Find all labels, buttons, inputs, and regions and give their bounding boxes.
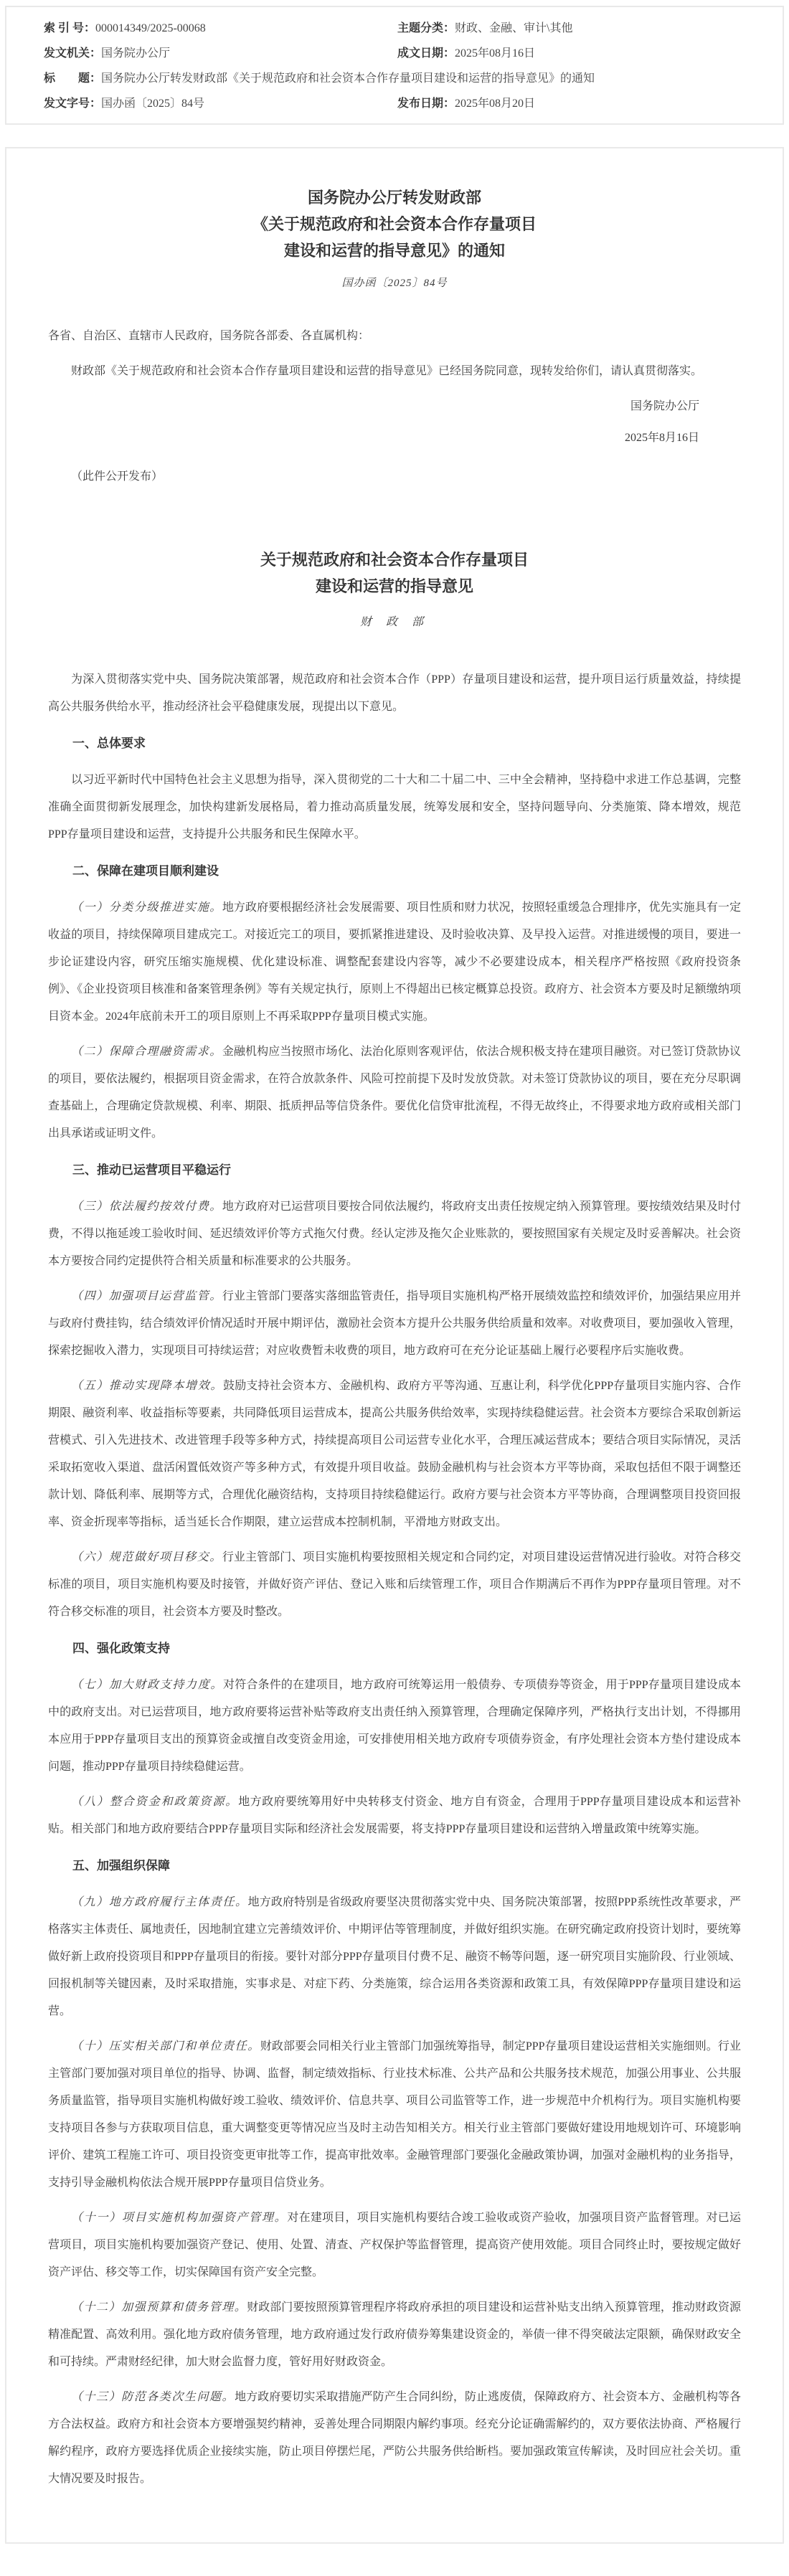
item-lead-13: （十三）防范各类次生问题。 <box>71 2391 235 2403</box>
item-text-10: 财政部要会同相关行业主管部门加强统筹指导，制定PPP存量项目建设运营相关实施细则。行业主管部门要加强对项目单位的指导、协调、监督，制定绩效指标、行业技术标准、公共产品和公共服务技术规范，加强公用事业、公共服务质量监管，指导项目实施机构做好竣工验收、绩效评价、信息共享、项目公司监管等工作，进一步规范中介机构行为。项目实施机构要支持项目各参与方获取项目信息，重大调整变更等情况应当及时主动告知相关方。相关行业主管部门要做好建设用地规划许可、环境影响评价、建筑工程施工许可、项目投资变更审批等工作，提高审批效率。金融管理部门要强化金融政策协调，加强对金融机构的业务指导，支持引导金融机构依法合规开展PPP存量项目信贷业务。 <box>48 2040 741 2189</box>
item-lead-1: （一）分类分级推进实施。 <box>71 901 222 914</box>
item-lead-12: （十二）加强预算和债务管理。 <box>71 2301 247 2314</box>
meta-row-agency <box>6 41 783 66</box>
section-heading-3: 三、推动已运营项目平稳运行 <box>72 1163 231 1177</box>
opinion-title <box>48 546 741 600</box>
item-text-8: 地方政府要统筹用好中央转移支付资金、地方自有资金，合理用于PPP存量项目建设成本和运营补贴。相关部门和地方政府要结合PPP存量项目实际和经济社会发展需要，将支持PPP存量项目建设和运营纳入增量政策中统筹实施。 <box>48 1796 741 1835</box>
notice-doc-number: 国办函〔2025〕84号 <box>341 278 448 289</box>
item-paragraph-3 <box>48 1193 741 1275</box>
notice-title-line1: 国务院办公厅转发财政部 <box>307 189 481 207</box>
item-text-4: 行业主管部门要落实落细监管责任，指导项目实施机构严格开展绩效监控和绩效评价，加强结果应用并与政府付费挂钩，结合绩效评价情况适时开展中期评估，激励社会资本方提升公共服务供给质量和效率。对收费项目，要加强收入管理，探索挖掘收入潜力，实现项目可持续运营；对应收费暂未收费的项目，地方政府可在充分论证基础上履行必要程序后实施收费。 <box>48 1290 741 1357</box>
section-heading-1: 一、总体要求 <box>72 737 146 750</box>
written-date-label: 成文日期： <box>397 47 455 60</box>
publish-date-label: 发布日期： <box>397 98 455 110</box>
item-paragraph-13 <box>48 2384 741 2493</box>
item-text-2: 金融机构应当按照市场化、法治化原则客观评估，依法合规积极支持在建项目融资。对已签订贷款协议的项目，要依法履约，根据项目资金需求，在符合放款条件、风险可控前提下及时发放贷款。对未签订贷款协议的项目，要在充分尽职调查基础上，合理确定贷款规模、利率、期限、抵质押品等信贷条件。要优化信贷审批流程，不得无故终止，不得要求地方政府或相关部门出具承诺或证明文件。 <box>48 1046 741 1140</box>
meta-row-title <box>6 66 783 91</box>
publish-date-value: 2025年08月20日 <box>455 98 536 110</box>
item-text-6: 行业主管部门、项目实施机构要按照相关规定和合同约定，对项目建设运营情况进行验收。对符合移交标准的项目，项目实施机构要及时接管，并做好资产评估、登记入账和后续管理工作，项目合作期满后不再作为PPP存量项目管理。对不符合移交标准的项目，社会资本方要及时整改。 <box>48 1551 741 1618</box>
issuing-agency-value: 国务院办公厅 <box>101 47 171 60</box>
item-text-1: 地方政府要根据经济社会发展需要、项目性质和财力状况，按照轻重缓急合理排序，优先实施具有一定收益的项目，持续保障项目建成完工。对接近完工的项目，要抓紧推进建设、及时验收决算、及早投入运营。对推进缓慢的项目，要进一步论证建设内容，研究压缩实施规模、优化建设标准、调整配套建设内容等，减少不必要建设成本，相关程序严格按照《政府投资条例》、《企业投资项目核准和备案管理条例》等有关规定执行，原则上不得超出已核定概算总投资。政府方、社会资本方要及时足额缴纳项目资本金。2024年底前未开工的项目原则上不再采取PPP存量项目模式实施。 <box>48 901 741 1023</box>
item-paragraph-2 <box>48 1038 741 1147</box>
meta-title <box>6 66 783 91</box>
opinion-title-line2: 建设和运营的指导意见 <box>315 577 473 595</box>
item-paragraph-11 <box>48 2205 741 2286</box>
meta-row-index <box>6 16 783 41</box>
meta-issuing-agency <box>6 41 397 66</box>
item-paragraph-9 <box>48 1889 741 2025</box>
item-paragraph-8 <box>48 1789 741 1843</box>
item-lead-2: （二）保障合理融资需求。 <box>71 1046 222 1058</box>
item-lead-4: （四）加强项目运营监管。 <box>71 1290 222 1302</box>
index-number-label: 索 引 号： <box>44 22 96 34</box>
item-text-5: 鼓励支持社会资本方、金融机构、政府方平等沟通、互惠让利，科学优化PPP存量项目实施内容、合作期限、融资利率、收益指标等要素，共同降低项目运营成本，提高公共服务供给效率，实现持续稳健运营。社会资本方要综合采取创新运营模式、引入先进技术、改进管理手段等多种方式，持续提高项目公司运营专业化水平，合理压减运营成本；要结合项目实际情况，灵活采取拓宽收入渠道、盘活闲置低效资产等多种方式，有效提升项目收益。鼓励金融机构与社会资本方平等协商，采取包括但不限于调整还款计划、降低利率、展期等方式，合理优化融资结构，支持项目持续稳健运行。政府方要与社会资本方平等协商，合理调整项目投资回报率、资金折现率等指标，适当延长合作期限，建立运营成本控制机制，平滑地方财政支出。 <box>48 1380 741 1528</box>
topic-category-label: 主题分类： <box>397 22 455 34</box>
title-value: 国务院办公厅转发财政部《关于规范政府和社会资本合作存量项目建设和运营的指导意见》的通知 <box>101 72 595 85</box>
item-lead-10: （十）压实相关部门和单位责任。 <box>71 2040 260 2052</box>
intro-paragraph: 为深入贯彻落实党中央、国务院决策部署，规范政府和社会资本合作（PPP）存量项目建设和运营，提升项目运行质量效益，持续提高公共服务供给水平，推动经济社会平稳健康发展，现提出以下意见。 <box>48 673 741 713</box>
item-lead-3: （三）依法履约按效付费。 <box>71 1201 222 1213</box>
title-label: 标 题： <box>44 72 102 85</box>
item-text-11: 对在建项目，项目实施机构要结合竣工验收或资产验收，加强项目资产监督管理。对已运营项目，项目实施机构要加强资产登记、使用、处置、清查、产权保护等监督管理，提高资产使用效能。项目合同终止时，要按规定做好资产评估、移交等工作，切实保障国有资产安全完整。 <box>48 2212 741 2278</box>
item-text-12: 财政部门要按照预算管理程序将政府承担的项目建设和运营补贴支出纳入预算管理，推动财政资源精准配置、高效利用。强化地方政府债务管理，地方政府通过发行政府债券筹集建设资金的，举债一律不得突破法定限额，确保财政安全和可持续。严肃财经纪律，加大财会监督力度，管好用好财政资金。 <box>48 2301 741 2368</box>
meta-topic <box>397 16 783 41</box>
section-1-paragraph: 以习近平新时代中国特色社会主义思想为指导，深入贯彻党的二十大和二十届二中、三中全会精神，坚持稳中求进工作总基调，完整准确全面贯彻新发展理念，加快构建新发展格局，着力推动高质量发展，统筹发展和安全，坚持问题导向、分类施策、降本增效，规范PPP存量项目建设和运营，支持提升公共服务和民生保障水平。 <box>48 774 741 840</box>
item-paragraph-6 <box>48 1544 741 1626</box>
issuing-agency-label: 发文机关： <box>44 47 102 60</box>
signer: 国务院办公厅 <box>630 400 699 412</box>
notice-title-line2: 《关于规范政府和社会资本合作存量项目 <box>252 215 537 233</box>
item-text-3: 地方政府对已运营项目要按合同依法履约，将政府支出责任按规定纳入预算管理。要按绩效结果及时付费，不得以拖延竣工验收时间、延迟绩效评价等方式拖欠付费。经认定涉及拖欠企业账款的，要按照国家有关规定及时妥善解决。社会资本方要按合同约定提供符合相关质量和标准要求的公共服务。 <box>48 1201 741 1267</box>
salutation: 各省、自治区、直辖市人民政府，国务院各部委、各直属机构： <box>48 330 370 342</box>
item-lead-8: （八）整合资金和政策资源。 <box>71 1796 239 1808</box>
item-text-9: 地方政府特别是省级政府要坚决贯彻落实党中央、国务院决策部署，按照PPP系统性改革要求，严格落实主体责任、属地责任，因地制宜建立完善绩效评价、中期评估等管理制度，并做好组织实施。在研究确定政府投资计划时，要统筹做好新上政府投资项目和PPP存量项目的衔接。要针对部分PPP存量项目付费不足、融资不畅等问题，逐一研究项目实施阶段、行业领域、回报机制等关键因素，及时采取措施，实事求是、对症下药、分类施策，综合运用各类资源和政策工具，有效保障PPP存量项目建设和运营。 <box>48 1896 741 2017</box>
item-lead-9: （九）地方政府履行主体责任。 <box>71 1896 248 1908</box>
item-paragraph-7 <box>48 1672 741 1781</box>
meta-publish-date <box>397 91 783 116</box>
item-lead-5: （五）推动实现降本增效。 <box>71 1380 224 1392</box>
item-paragraph-12 <box>48 2294 741 2376</box>
opinion-author: 财 政 部 <box>359 616 429 628</box>
section-heading-4: 四、强化政策支持 <box>72 1642 170 1655</box>
item-lead-6: （六）规范做好项目移交。 <box>71 1551 222 1563</box>
item-lead-7: （七）加大财政支持力度。 <box>71 1679 224 1691</box>
notice-title <box>48 184 741 264</box>
doc-number-value: 国办函〔2025〕84号 <box>101 98 205 110</box>
item-text-7: 对符合条件的在建项目，地方政府可统筹运用一般债券、专项债券等资金，用于PPP存量项目建设成本中的政府支出。对已运营项目，地方政府要将运营补贴等政府支出责任纳入预算管理，合理确定保障序列，严格执行支出计划，不得挪用本应用于PPP存量项目支出的预算资金或擅自改变资金用途，可安排使用相关地方政府专项债券资金，有序处理社会资本方垫付建设成本问题，推动PPP存量项目持续稳健运营。 <box>48 1679 741 1773</box>
meta-doc-number <box>6 91 397 116</box>
item-paragraph-5 <box>48 1373 741 1536</box>
notice-title-line3: 建设和运营的指导意见》的通知 <box>283 242 505 260</box>
doc-number-label: 发文字号： <box>44 98 102 110</box>
meta-index <box>6 16 397 41</box>
forward-paragraph: 财政部《关于规范政府和社会资本合作存量项目建设和运营的指导意见》已经国务院同意，现转发给你们，请认真贯彻落实。 <box>71 365 703 377</box>
sign-date: 2025年8月16日 <box>624 432 699 444</box>
meta-written-date <box>397 41 783 66</box>
publish-note: （此件公开发布） <box>71 470 164 483</box>
item-paragraph-1 <box>48 894 741 1031</box>
item-lead-11: （十一）项目实施机构加强资产管理。 <box>71 2212 288 2224</box>
topic-category-value: 财政、金融、审计\其他 <box>455 22 573 34</box>
item-text-13: 地方政府要切实采取措施严防产生合同纠纷，防止逃废债，保障政府方、社会资本方、金融机构等各方合法权益。政府方和社会资本方要增强契约精神，妥善处理合同期限内解约事项。经充分论证确需解约的，双方要依法协商、严格履行解约程序，政府方要选择优质企业接续实施，防止项目停摆烂尾，严防公共服务供给断档。要加强政策宣传解读，及时回应社会关切。重大情况要及时报告。 <box>48 2391 741 2485</box>
meta-row-docnumber <box>6 91 783 116</box>
document-body-panel <box>5 147 784 2544</box>
section-heading-5: 五、加强组织保障 <box>72 1859 170 1872</box>
section-heading-2: 二、保障在建项目顺利建设 <box>72 864 219 878</box>
document-meta-panel <box>5 6 784 125</box>
index-number-value: 000014349/2025-00068 <box>95 22 206 34</box>
item-paragraph-4 <box>48 1283 741 1365</box>
item-paragraph-10 <box>48 2033 741 2197</box>
opinion-title-line1: 关于规范政府和社会资本合作存量项目 <box>260 551 529 569</box>
written-date-value: 2025年08月16日 <box>455 47 536 60</box>
